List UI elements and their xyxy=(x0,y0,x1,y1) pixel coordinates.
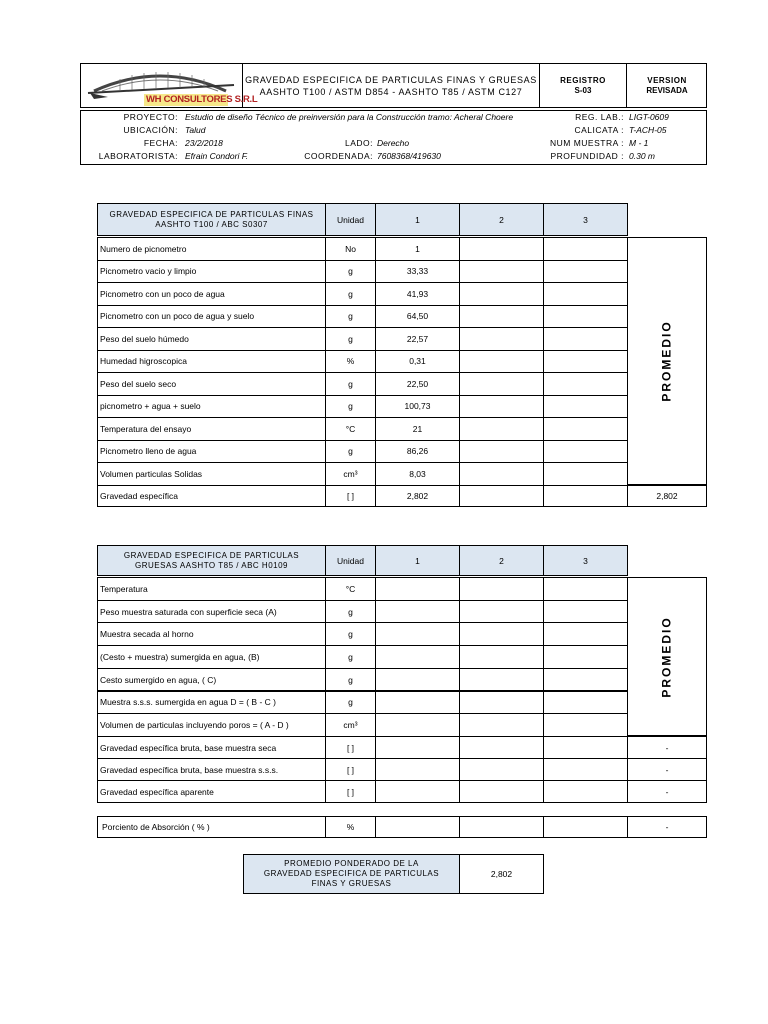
gruesas-promedio-label: PROMEDIO xyxy=(660,615,674,698)
table-row-value-3 xyxy=(543,395,628,419)
table-row-unit: °C xyxy=(325,417,376,441)
table-row-unit: g xyxy=(325,305,376,329)
table-row-label: (Cesto + muestra) sumergida en agua, (B) xyxy=(97,645,326,669)
table-row-value-2 xyxy=(459,327,544,351)
table-row-value-2 xyxy=(459,417,544,441)
gruesas-title-line-2: GRUESAS AASHTO T85 / ABC H0109 xyxy=(135,560,288,570)
absorcion-promedio: - xyxy=(627,816,707,838)
table-row-label: Picnometro vacio y limpio xyxy=(97,260,326,284)
table-row-value-1: 64,50 xyxy=(375,305,460,329)
finas-col3-header: 3 xyxy=(543,203,628,236)
finas-promedio-label: PROMEDIO xyxy=(660,320,674,402)
result-row-value-3 xyxy=(543,758,628,781)
absorcion-v1 xyxy=(375,816,460,838)
table-row-unit: cm³ xyxy=(325,462,376,486)
table-row-value-2 xyxy=(459,577,544,601)
title-line-2: AASHTO T100 / ASTM D854 - AASHTO T85 / ASTM C127 xyxy=(259,86,523,97)
table-row-value-3 xyxy=(543,691,628,715)
company-name: WH CONSULTORES S.R.L xyxy=(146,94,258,105)
version-cell xyxy=(627,63,707,108)
table-row-value-3 xyxy=(543,237,628,261)
result-row-promedio: - xyxy=(627,780,707,803)
table-row-value-1 xyxy=(375,645,460,669)
gruesas-col2-header: 2 xyxy=(459,545,544,576)
num-muestra-value: M - 1 xyxy=(629,138,649,148)
table-row-unit: g xyxy=(325,668,376,692)
calicata-label: CALICATA : xyxy=(574,125,624,135)
table-row-value-3 xyxy=(543,713,628,737)
fecha-value: 23/2/2018 xyxy=(185,138,223,148)
table-row-value-2 xyxy=(459,350,544,374)
version-label: VERSION xyxy=(647,75,687,85)
finas-unidad-header: Unidad xyxy=(325,203,376,236)
coordenada-label: COORDENADA: xyxy=(304,151,373,161)
table-row-value-1: 100,73 xyxy=(375,395,460,419)
document-title xyxy=(243,63,540,108)
registro-value: S-03 xyxy=(574,85,592,95)
table-row-label: Volumen de particulas incluyendo poros = ( A - D ) xyxy=(97,713,326,737)
ponderado-line-2: GRAVEDAD ESPECIFICA DE PARTICULAS xyxy=(263,869,440,878)
finas-title-line-2: AASHTO T100 / ABC S0307 xyxy=(155,219,268,229)
table-row-value-3 xyxy=(543,462,628,486)
table-row-label: Temperatura xyxy=(97,577,326,601)
table-row-label: Peso del suelo seco xyxy=(97,372,326,396)
table-row-value-3 xyxy=(543,305,628,329)
result-row-unit: [ ] xyxy=(325,780,376,803)
proyecto-label: PROYECTO: xyxy=(123,112,178,122)
table-row-unit: g xyxy=(325,260,376,284)
table-row-label: Peso muestra saturada con superficie seca (A) xyxy=(97,600,326,624)
table-row-value-2 xyxy=(459,691,544,715)
calicata-value: T-ACH-05 xyxy=(629,125,667,135)
table-row-value-1 xyxy=(375,713,460,737)
table-row-value-1 xyxy=(375,600,460,624)
table-row-label: Picnometro con un poco de agua y suelo xyxy=(97,305,326,329)
result-row-unit: [ ] xyxy=(325,736,376,759)
table-row-unit: cm³ xyxy=(325,713,376,737)
table-row-value-3 xyxy=(543,577,628,601)
table-row-value-3 xyxy=(543,350,628,374)
table-row-value-1: 22,50 xyxy=(375,372,460,396)
table-row-unit: No xyxy=(325,237,376,261)
table-row-value-1: 1 xyxy=(375,237,460,261)
table-row-value-3 xyxy=(543,260,628,284)
result-row-label: Gravedad específica bruta, base muestra s.s.s. xyxy=(97,758,326,781)
table-row-value-1: 41,93 xyxy=(375,282,460,306)
result-row-value-1 xyxy=(375,780,460,803)
table-row-unit: g xyxy=(325,372,376,396)
table-row-value-3 xyxy=(543,668,628,692)
table-row-label: Muestra secada al horno xyxy=(97,622,326,646)
table-row-value-3 xyxy=(543,440,628,464)
table-row-value-3 xyxy=(543,372,628,396)
coordenada-value: 7608368/419630 xyxy=(377,151,441,161)
table-row-value-2 xyxy=(459,260,544,284)
result-row-value-2 xyxy=(459,736,544,759)
laboratorista-label: LABORATORISTA: xyxy=(98,151,178,161)
absorcion-v2 xyxy=(459,816,544,838)
table-row-value-3 xyxy=(543,622,628,646)
registro-label: REGISTRO xyxy=(560,75,606,85)
absorcion-unit: % xyxy=(325,816,376,838)
table-row-unit: g xyxy=(325,395,376,419)
table-row-unit: g xyxy=(325,645,376,669)
lado-label: LADO: xyxy=(344,138,373,148)
absorcion-label: Porciento de Absorción ( % ) xyxy=(97,816,326,838)
table-row-value-3 xyxy=(543,282,628,306)
gruesas-title-line-1: GRAVEDAD ESPECIFICA DE PARTICULAS xyxy=(123,550,300,560)
table-row-value-1: 22,57 xyxy=(375,327,460,351)
gruesas-title xyxy=(97,545,326,576)
table-row-unit: g xyxy=(325,440,376,464)
ponderado-label xyxy=(243,854,460,894)
profundidad-value: 0.30 m xyxy=(629,151,655,161)
gruesas-col3-header: 3 xyxy=(543,545,628,576)
table-row-value-2 xyxy=(459,622,544,646)
reg-lab-value: LIGT-0609 xyxy=(629,112,669,122)
table-row-label: Numero de picnometro xyxy=(97,237,326,261)
table-row-value-2 xyxy=(459,372,544,396)
finas-title xyxy=(97,203,326,236)
table-row-value-1 xyxy=(375,577,460,601)
table-row-unit: g xyxy=(325,600,376,624)
table-row-label: Picnometro con un poco de agua xyxy=(97,282,326,306)
table-row-value-1: 33,33 xyxy=(375,260,460,284)
table-row-value-2 xyxy=(459,395,544,419)
result-row-value-1 xyxy=(375,758,460,781)
logo-cell xyxy=(80,63,258,108)
ubicacion-label: UBICACIÓN: xyxy=(123,125,178,135)
table-row-value-2 xyxy=(459,600,544,624)
table-row-value-1: 8,03 xyxy=(375,462,460,486)
table-row-value-1: 0,31 xyxy=(375,350,460,374)
table-row-value-1: 21 xyxy=(375,417,460,441)
proyecto-value: Estudio de diseño Técnico de preinversión para la Construcción tramo: Acheral Choere xyxy=(185,112,514,122)
table-row-value-2 xyxy=(459,237,544,261)
ponderado-value: 2,802 xyxy=(459,854,544,894)
finas-col2-header: 2 xyxy=(459,203,544,236)
ponderado-line-1: PROMEDIO PONDERADO DE LA xyxy=(284,859,419,868)
table-row-value-3 xyxy=(543,417,628,441)
result-row-label: Gravedad específica aparente xyxy=(97,780,326,803)
result-row-value-2 xyxy=(459,758,544,781)
table-row-unit: g xyxy=(325,691,376,715)
table-row-unit: g xyxy=(325,622,376,646)
finas-title-line-1: GRAVEDAD ESPECIFICA DE PARTICULAS FINAS xyxy=(109,209,314,219)
registro-cell xyxy=(540,63,627,108)
gravedad-unit: [ ] xyxy=(325,485,376,507)
table-row-unit: g xyxy=(325,327,376,351)
reg-lab-label: REG. LAB.: xyxy=(575,112,624,122)
result-row-value-3 xyxy=(543,736,628,759)
result-row-value-1 xyxy=(375,736,460,759)
table-row-value-3 xyxy=(543,600,628,624)
result-row-promedio: - xyxy=(627,736,707,759)
table-row-unit: °C xyxy=(325,577,376,601)
profundidad-label: PROFUNDIDAD : xyxy=(550,151,624,161)
table-row-value-3 xyxy=(543,645,628,669)
version-value: REVISADA xyxy=(646,85,688,95)
table-row-unit: % xyxy=(325,350,376,374)
table-row-value-1 xyxy=(375,691,460,715)
table-row-label: Humedad higroscopica xyxy=(97,350,326,374)
laboratorista-value: Efrain Condori F. xyxy=(185,151,249,161)
table-row-label: Muestra s.s.s. sumergida en agua D = ( B - C ) xyxy=(97,691,326,715)
result-row-value-3 xyxy=(543,780,628,803)
absorcion-v3 xyxy=(543,816,628,838)
gravedad-value-1: 2,802 xyxy=(375,485,460,507)
table-row-value-2 xyxy=(459,440,544,464)
table-row-value-1 xyxy=(375,668,460,692)
result-row-unit: [ ] xyxy=(325,758,376,781)
gravedad-value-3 xyxy=(543,485,628,507)
table-row-value-3 xyxy=(543,327,628,351)
table-row-value-2 xyxy=(459,282,544,306)
result-row-value-2 xyxy=(459,780,544,803)
finas-promedio-cell xyxy=(627,237,707,485)
table-row-label: Picnometro lleno de agua xyxy=(97,440,326,464)
table-row-value-1: 86,26 xyxy=(375,440,460,464)
table-row-label: Peso del suelo húmedo xyxy=(97,327,326,351)
ponderado-line-3: FINAS Y GRUESAS xyxy=(311,879,392,888)
gravedad-value-2 xyxy=(459,485,544,507)
lado-value: Derecho xyxy=(377,138,410,148)
fecha-label: FECHA: xyxy=(143,138,178,148)
table-row-value-2 xyxy=(459,462,544,486)
num-muestra-label: NUM MUESTRA : xyxy=(549,138,624,148)
title-line-1: GRAVEDAD ESPECIFICA DE PARTICULAS FINAS Y GRUESAS xyxy=(245,74,537,85)
table-row-label: Temperatura del ensayo xyxy=(97,417,326,441)
gruesas-promedio-cell xyxy=(627,577,707,736)
table-row-value-2 xyxy=(459,713,544,737)
table-row-value-2 xyxy=(459,668,544,692)
table-row-value-1 xyxy=(375,622,460,646)
gruesas-col1-header: 1 xyxy=(375,545,460,576)
table-row-value-2 xyxy=(459,305,544,329)
table-row-label: Cesto sumergido en agua, ( C) xyxy=(97,668,326,692)
result-row-label: Gravedad específica bruta, base muestra seca xyxy=(97,736,326,759)
finas-col1-header: 1 xyxy=(375,203,460,236)
gruesas-unidad-header: Unidad xyxy=(325,545,376,576)
gravedad-promedio: 2,802 xyxy=(627,485,707,507)
ubicacion-value: Talud xyxy=(185,125,206,135)
gravedad-label: Gravedad específica xyxy=(97,485,326,507)
table-row-value-2 xyxy=(459,645,544,669)
table-row-label: Volumen particulas Solidas xyxy=(97,462,326,486)
table-row-unit: g xyxy=(325,282,376,306)
result-row-promedio: - xyxy=(627,758,707,781)
table-row-label: picnometro + agua + suelo xyxy=(97,395,326,419)
